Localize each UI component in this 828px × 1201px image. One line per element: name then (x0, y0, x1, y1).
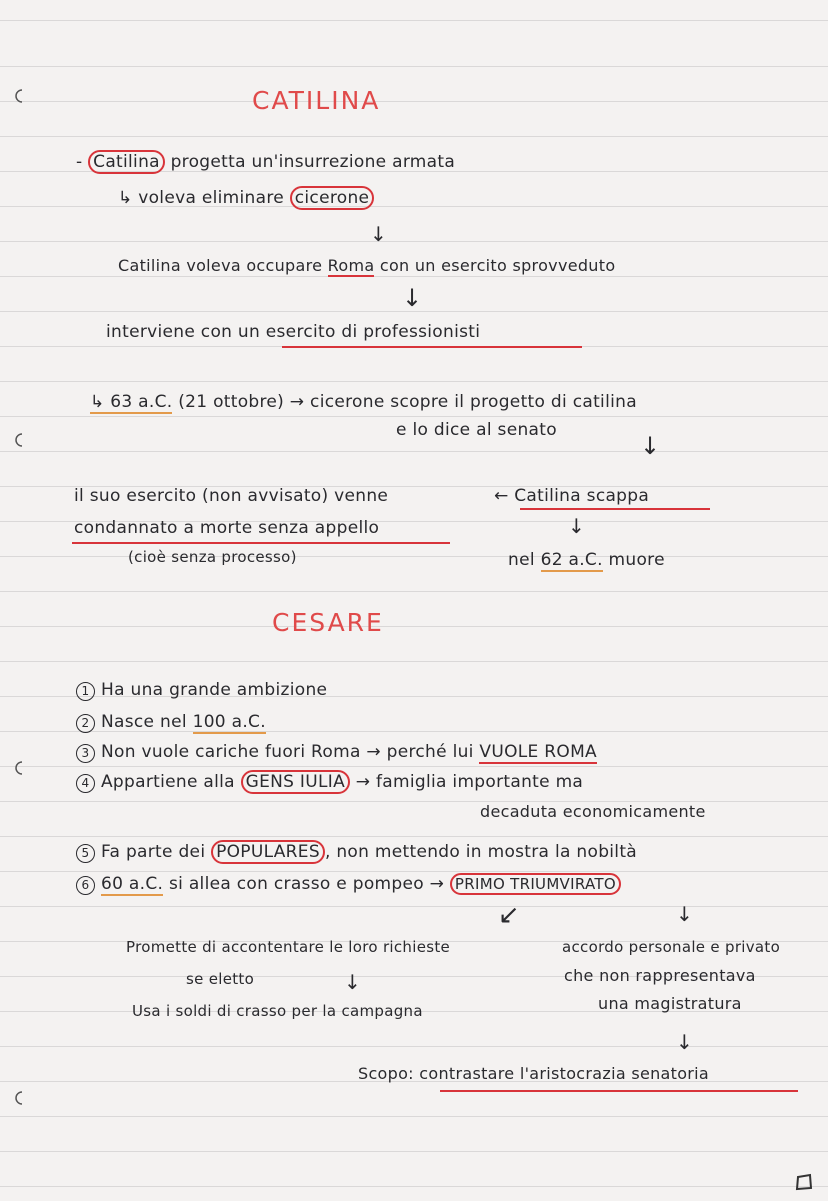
catilina-line-1 (76, 152, 455, 172)
cesare-item-2 (76, 712, 266, 733)
underline (520, 508, 710, 510)
line3-a: Catilina voleva occupare (118, 256, 323, 275)
item5-text-a: Fa parte dei (101, 842, 206, 862)
cesare-item-5 (76, 842, 637, 863)
line5-text: (21 ottobre) → cicerone scopre il progetto di catilina (178, 392, 637, 412)
item4-text-b: → famiglia importante ma (355, 772, 584, 792)
catilina-title: CATILINA (252, 86, 381, 115)
underline (72, 542, 450, 544)
binder-hole-icon (10, 760, 26, 776)
binder-hole-icon (10, 1090, 26, 1106)
catilina-line-8: condannato a morte senza appello (74, 518, 380, 538)
line4-text: interviene con un esercito di professionisti (106, 322, 481, 342)
item6-text: si allea con crasso e pompeo → (168, 874, 445, 894)
left-branch-2: se eletto (186, 970, 255, 988)
populares-circled: POPULARES (211, 840, 325, 864)
item5-text-b: , non mettendo in mostra la nobiltà (324, 842, 638, 862)
item2-text: Nasce nel (101, 712, 187, 732)
cesare-item-4 (76, 772, 583, 793)
line2-prefix: ↳ voleva eliminare (118, 188, 285, 208)
num-4: 4 (76, 774, 95, 793)
scopo-line (358, 1064, 709, 1083)
item3-text: Non vuole cariche fuori Roma → perché lui (101, 742, 474, 762)
dash: - (76, 152, 83, 172)
underline (440, 1090, 798, 1092)
left-branch-3: Usa i soldi di crasso per la campagna (132, 1002, 423, 1020)
item4-text-a: Appartiene alla (101, 772, 235, 792)
primo-triumvirato-circled: PRIMO TRIUMVIRATO (450, 873, 621, 895)
right-branch-2: che non rappresentava (564, 966, 756, 985)
gens-iulia-circled: GENS IULIA (241, 770, 350, 794)
catilina-scappa: ← Catilina scappa (494, 486, 650, 506)
catilina-line-5 (90, 392, 637, 412)
left-branch-1: Promette di accontentare le loro richieste (126, 938, 451, 956)
arrow-down-icon: ↓ (676, 902, 693, 926)
cesare-title: CESARE (272, 608, 384, 637)
line7-text: il suo esercito (non avvisato) venne (74, 486, 389, 506)
date-100: 100 a.C. (192, 712, 266, 732)
arrow-down-icon: ↓ (676, 1030, 693, 1054)
catilina-circled: Catilina (88, 150, 165, 174)
catilina-line-7 (74, 486, 388, 506)
right-branch-1: accordo personale e privato (562, 938, 781, 956)
num-3: 3 (76, 744, 95, 763)
arrow-down-icon: ↓ (402, 284, 423, 312)
square-logo-icon (794, 1173, 814, 1191)
catilina-line-4 (106, 322, 480, 342)
cicerone-circled: cicerone (290, 186, 375, 210)
catilina-line-9: (cioè senza processo) (128, 548, 297, 566)
num-5: 5 (76, 844, 95, 863)
arrow-down-icon: ↓ (568, 514, 585, 538)
date-62: 62 a.C. (540, 550, 603, 570)
arrow-down-icon: ↓ (370, 222, 387, 246)
line3-b: con un esercito sprovveduto (379, 256, 616, 275)
nel: nel (508, 550, 535, 570)
underline (282, 346, 582, 348)
cesare-item-6 (76, 874, 621, 895)
muore: muore (608, 550, 665, 570)
scopo-text: contrastare l'aristocrazia senatoria (419, 1064, 710, 1083)
num-1: 1 (76, 682, 95, 701)
arrow-down-left-icon: ↙ (498, 900, 520, 930)
catilina-muore (508, 550, 665, 570)
scopo-label: Scopo: (358, 1064, 414, 1083)
roma-underlined: Roma (327, 256, 375, 275)
cesare-item-3 (76, 742, 597, 763)
cesare-item-4-cont: decaduta economicamente (480, 802, 706, 821)
num-2: 2 (76, 714, 95, 733)
catilina-line-2 (118, 188, 374, 208)
cesare-item-1 (76, 680, 327, 701)
right-branch-3: una magistratura (598, 994, 742, 1013)
catilina-line-3 (118, 256, 615, 275)
line1-text: progetta un'insurrezione armata (170, 152, 456, 172)
arrow-down-icon: ↓ (640, 432, 661, 460)
binder-hole-icon (10, 88, 26, 104)
item1-text: Ha una grande ambizione (101, 680, 328, 700)
binder-hole-icon (10, 432, 26, 448)
vuole-roma: VUOLE ROMA (479, 742, 597, 762)
date-60: 60 a.C. (101, 874, 164, 894)
catilina-line-6: e lo dice al senato (396, 420, 557, 440)
num-6: 6 (76, 876, 95, 895)
arrow-down-icon: ↓ (344, 970, 361, 994)
date-63: ↳ 63 a.C. (90, 392, 173, 412)
